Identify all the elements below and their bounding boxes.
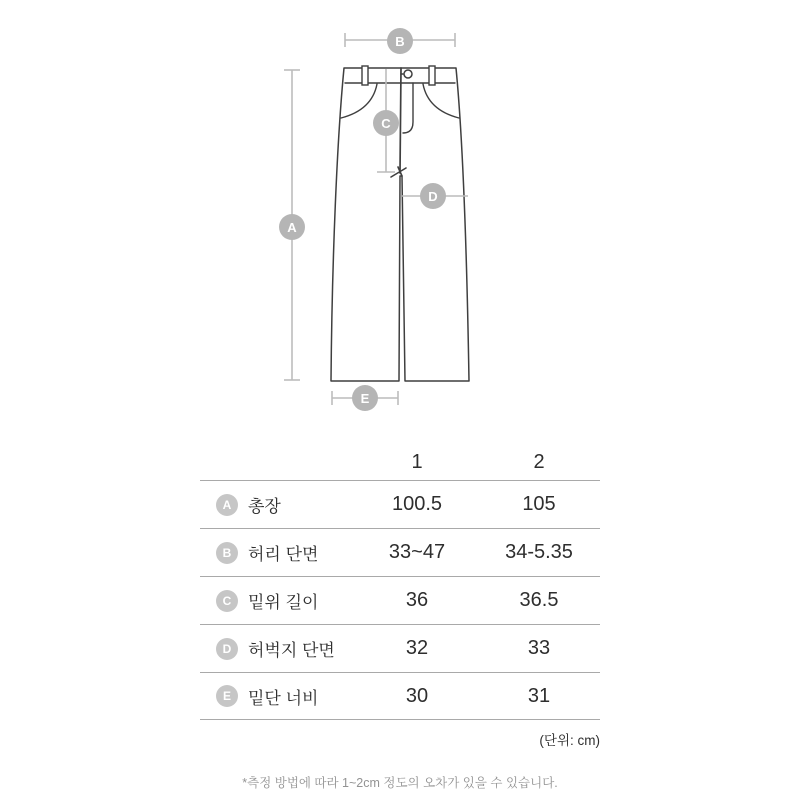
row-label: 허벅지 단면 bbox=[248, 641, 335, 660]
row-value-size1: 36 bbox=[405, 589, 429, 611]
row-value-size2: 31 bbox=[527, 684, 551, 707]
row-value-size1: 100.5 bbox=[391, 493, 443, 515]
diagram-label-a: A bbox=[287, 220, 297, 235]
size-table bbox=[200, 444, 600, 720]
row-value-size2: 105 bbox=[522, 493, 556, 515]
table-row bbox=[200, 480, 600, 528]
measurement-disclaimer: *측정 방법에 따라 1~2cm 정도의 오차가 있을 수 있습니다. bbox=[242, 776, 558, 790]
row-value-size1: 30 bbox=[405, 684, 429, 707]
row-badge-icon: C bbox=[216, 590, 238, 612]
table-row bbox=[200, 624, 600, 672]
column-header-size1: 1 bbox=[411, 450, 423, 473]
row-badge-icon: B bbox=[216, 542, 238, 564]
row-value-size1: 32 bbox=[405, 637, 429, 659]
row-badge-icon: E bbox=[216, 685, 238, 707]
row-badge-icon: D bbox=[216, 638, 238, 660]
row-value-size2: 34-5.35 bbox=[505, 541, 573, 563]
row-label: 허리 단면 bbox=[248, 545, 319, 564]
diagram-label-c: C bbox=[381, 116, 391, 131]
unit-note: (단위: cm) bbox=[539, 733, 600, 748]
table-row bbox=[200, 528, 600, 576]
diagram-label-e: E bbox=[360, 391, 370, 406]
table-row bbox=[200, 672, 600, 720]
badge-C-icon bbox=[373, 110, 399, 136]
size-table-header bbox=[200, 444, 600, 480]
row-value-size1: 33~47 bbox=[388, 541, 446, 563]
diagram-label-d: D bbox=[428, 189, 438, 204]
badge-A-icon bbox=[279, 214, 305, 240]
badge-B-icon bbox=[387, 28, 413, 54]
row-label: 밑단 너비 bbox=[248, 688, 319, 708]
row-label: 밑위 길이 bbox=[248, 593, 319, 612]
row-value-size2: 36.5 bbox=[519, 589, 559, 611]
badge-E-icon bbox=[352, 385, 378, 411]
diagram-label-b: B bbox=[395, 34, 405, 49]
badge-D-icon bbox=[420, 183, 446, 209]
row-label: 총장 bbox=[248, 497, 281, 516]
row-value-size2: 33 bbox=[527, 637, 551, 659]
column-header-size2: 2 bbox=[533, 450, 545, 473]
row-badge-icon: A bbox=[216, 494, 238, 516]
table-row bbox=[200, 576, 600, 624]
